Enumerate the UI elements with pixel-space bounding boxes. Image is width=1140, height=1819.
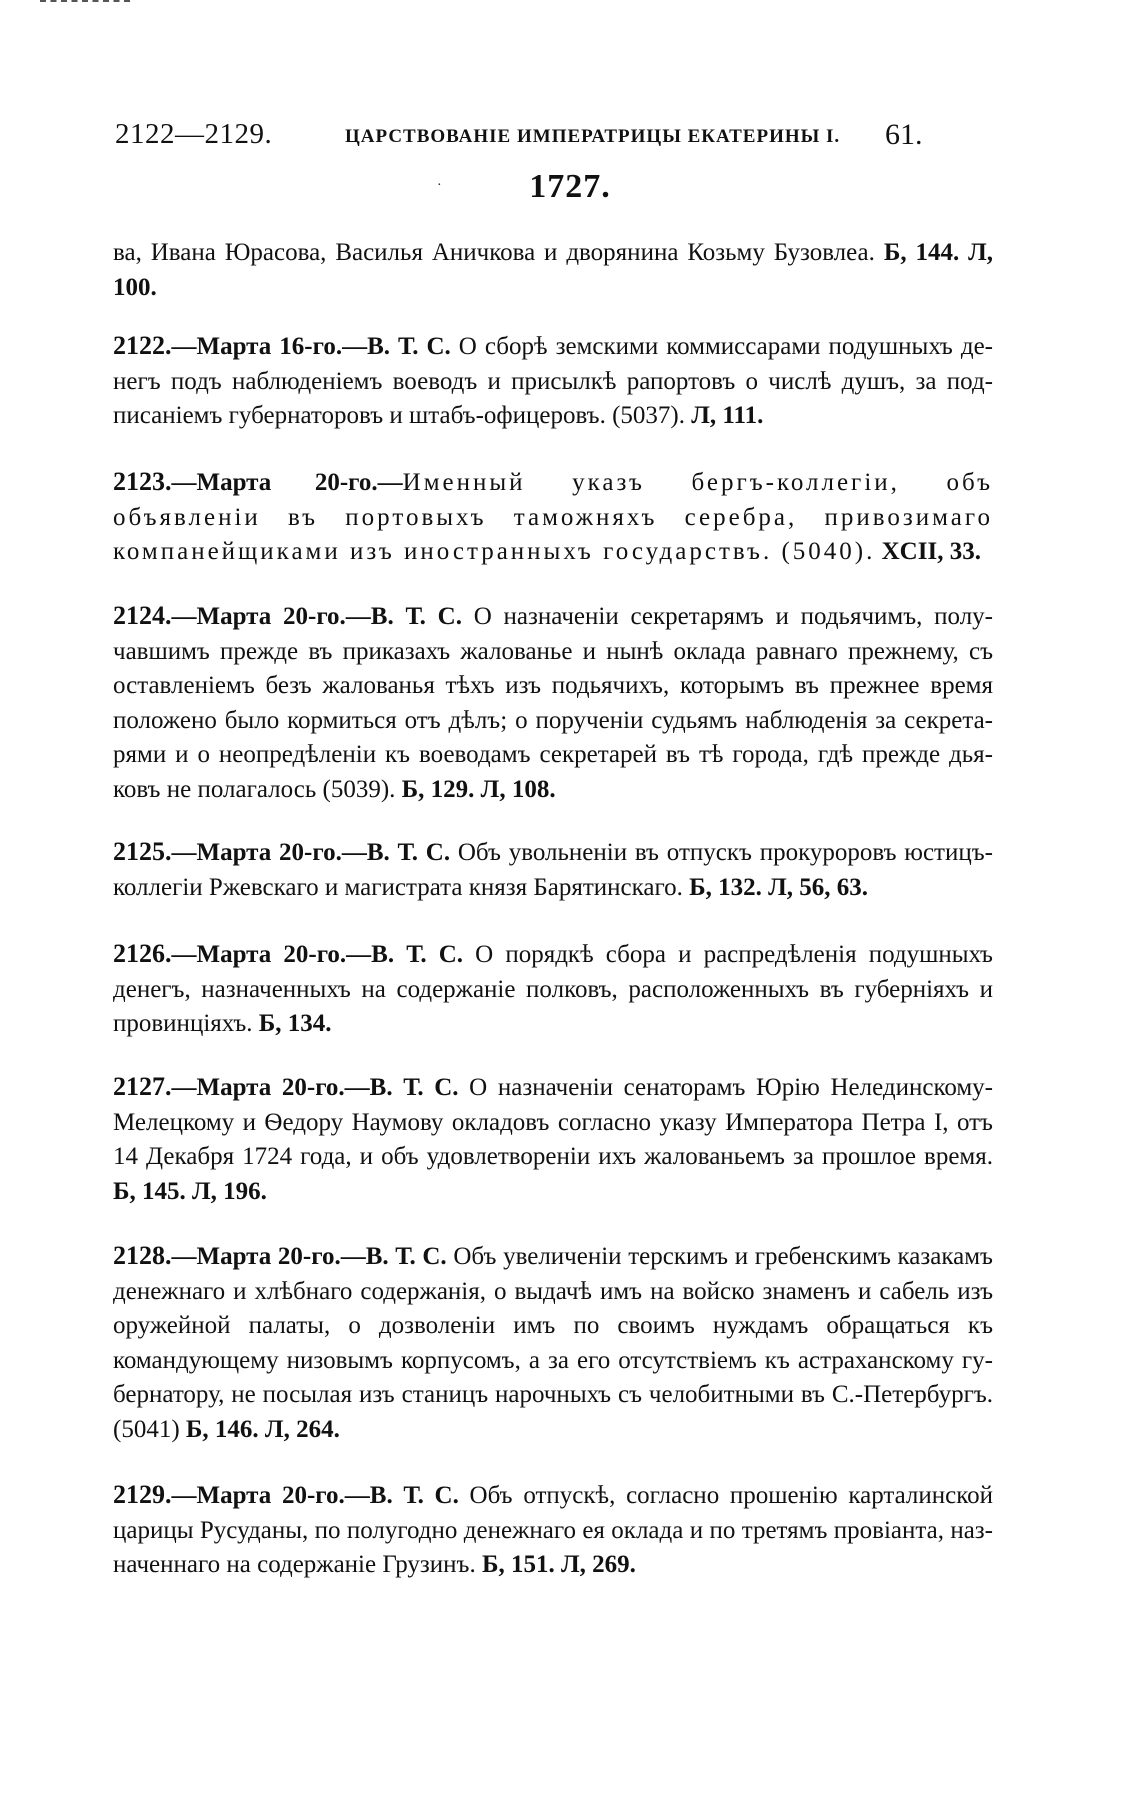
running-head <box>115 118 930 158</box>
entry-header: —Марта 20-го.—В. Т. С. <box>171 603 462 630</box>
entry-header: —Марта 20-го.—В. Т. С. <box>171 839 451 866</box>
entry-text: О порядкѣ сбора и распредѣленія подушныхъ денегъ, назначенныхъ на содержаніе полковъ, расположенныхъ въ губерніяхъ и провинціяхъ. <box>113 941 993 1037</box>
entry-2123 <box>113 465 993 570</box>
entry-refs: Б, 145. Л, 196. <box>113 1177 267 1205</box>
continuation-refs: Б, 144. Л, 100. <box>113 239 994 301</box>
entry-text: Объ увольненіи въ отпускъ прокуроровъ юстицъ-коллегіи Ржевскаго и магистрата князя Барятинскаго. <box>113 839 993 901</box>
entry-text: Именный указъ бергъ-коллегіи, объ объявленіи въ портовыхъ таможняхъ серебра, привозимаго компанейщиками изъ иностранныхъ государствъ. (5040). <box>113 469 993 565</box>
entry-text: Объ отпускѣ, согласно прошенію карталинской царицы Русуданы, по полугодно денежнаго ея оклада и по третямъ провіанта, назначеннаго на содержаніе Грузинъ. <box>113 1482 993 1578</box>
page-number: 61. <box>885 118 923 151</box>
entry-refs: XCII, 33. <box>881 538 981 565</box>
entry-refs: Б, 132. Л, 56, 63. <box>689 873 869 901</box>
entry-refs: Б, 134. <box>258 1010 332 1037</box>
entry-refs: Б, 129. Л, 108. <box>401 775 556 803</box>
entry-header: —Марта 20-го.—В. Т. С. <box>171 1243 447 1270</box>
entry-text: Объ увеличеніи терскимъ и гребенскимъ казакамъ денежнаго и хлѣбнаго содержанія, о выдачѣ имъ на войско знаменъ и сабель изъ оружейной палаты, о дозволеніи имъ по своимъ нуждамъ обращаться къ командующему низовымъ корпусомъ, а за его отсутствіемъ къ астраханскому губернатору, не посылая изъ станицъ нарочныхъ съ челобитными въ С.-Петербургъ. (5041) <box>113 1243 993 1443</box>
entry-number: 2129. <box>113 1480 172 1509</box>
entry-2125 <box>113 835 993 905</box>
entry-text: О сборѣ земскими коммиссарами подушныхъ денегъ подъ наблюденіемъ воеводъ и присылкѣ рапортовъ о числѣ душъ, за подписаніемъ губернаторовъ и штабъ-офицеровъ. (5037). <box>113 333 993 429</box>
entry-text: О назначеніи сенаторамъ Юрію Нелединскому-Мелецкому и Ѳедору Наумову окладовъ согласно указу Императора Петра I, отъ 14 Декабря 1724 года, и объ удовлетвореніи ихъ жалованьемъ за прошлое время. <box>113 1074 993 1170</box>
entry-header: —Марта 20-го.—В. Т. С. <box>171 1482 459 1509</box>
entry-number: 2128. <box>113 1241 172 1270</box>
continuation-text: ва, Ивана Юрасова, Василья Аничкова и дворянина Козьму Бузовлеа. <box>113 239 875 266</box>
entry-2128 <box>113 1239 993 1447</box>
entry-number: 2127. <box>113 1072 172 1101</box>
year-heading: 1727. <box>529 168 611 205</box>
entry-number: 2126. <box>113 939 172 968</box>
entry-2127 <box>113 1070 993 1209</box>
continuation-paragraph <box>113 236 993 305</box>
entry-number: 2123. <box>113 467 172 496</box>
entry-text: О назначеніи секретарямъ и подьячимъ, получавшимъ прежде въ приказахъ жалованье и нынѣ оклада равнаго прежнему, съ оставленіемъ безъ жалованья тѣхъ изъ подьячихъ, которымъ въ прежнее время положено было кормиться отъ дѣлъ; о порученіи судьямъ наблюденія за секретарями и о неопредѣленіи къ воеводамъ секретарей въ тѣ города, гдѣ прежде дьяковъ не полагалось (5039). <box>113 603 993 803</box>
entry-2122 <box>113 329 993 434</box>
entry-header: —Марта 20-го.—В. Т. С. <box>171 1074 459 1101</box>
entry-header: —Марта 20-го.—В. Т. С. <box>171 941 464 968</box>
entry-number: 2124. <box>113 601 172 630</box>
entry-number: 2122. <box>113 331 172 360</box>
entry-header: —Марта 16-го.—В. Т. С. <box>171 333 451 360</box>
entry-refs: Б, 151. Л, 269. <box>481 1551 636 1578</box>
entry-2124 <box>113 599 993 807</box>
entry-header: —Марта 20-го.— <box>171 469 403 496</box>
entry-range: 2122—2129. <box>115 118 273 150</box>
reign-title: ЦАРСТВОВАНІЕ ИМПЕРАТРИЦЫ ЕКАТЕРИНЫ I. <box>345 126 841 147</box>
entry-2129 <box>113 1478 993 1583</box>
entry-refs: Б, 146. Л, 264. <box>185 1415 340 1443</box>
top-scan-mark <box>40 0 130 8</box>
entry-refs: Л, 111. <box>691 402 764 429</box>
stray-dot: · <box>437 178 442 193</box>
entry-number: 2125. <box>113 837 172 866</box>
entry-2126 <box>113 937 993 1042</box>
